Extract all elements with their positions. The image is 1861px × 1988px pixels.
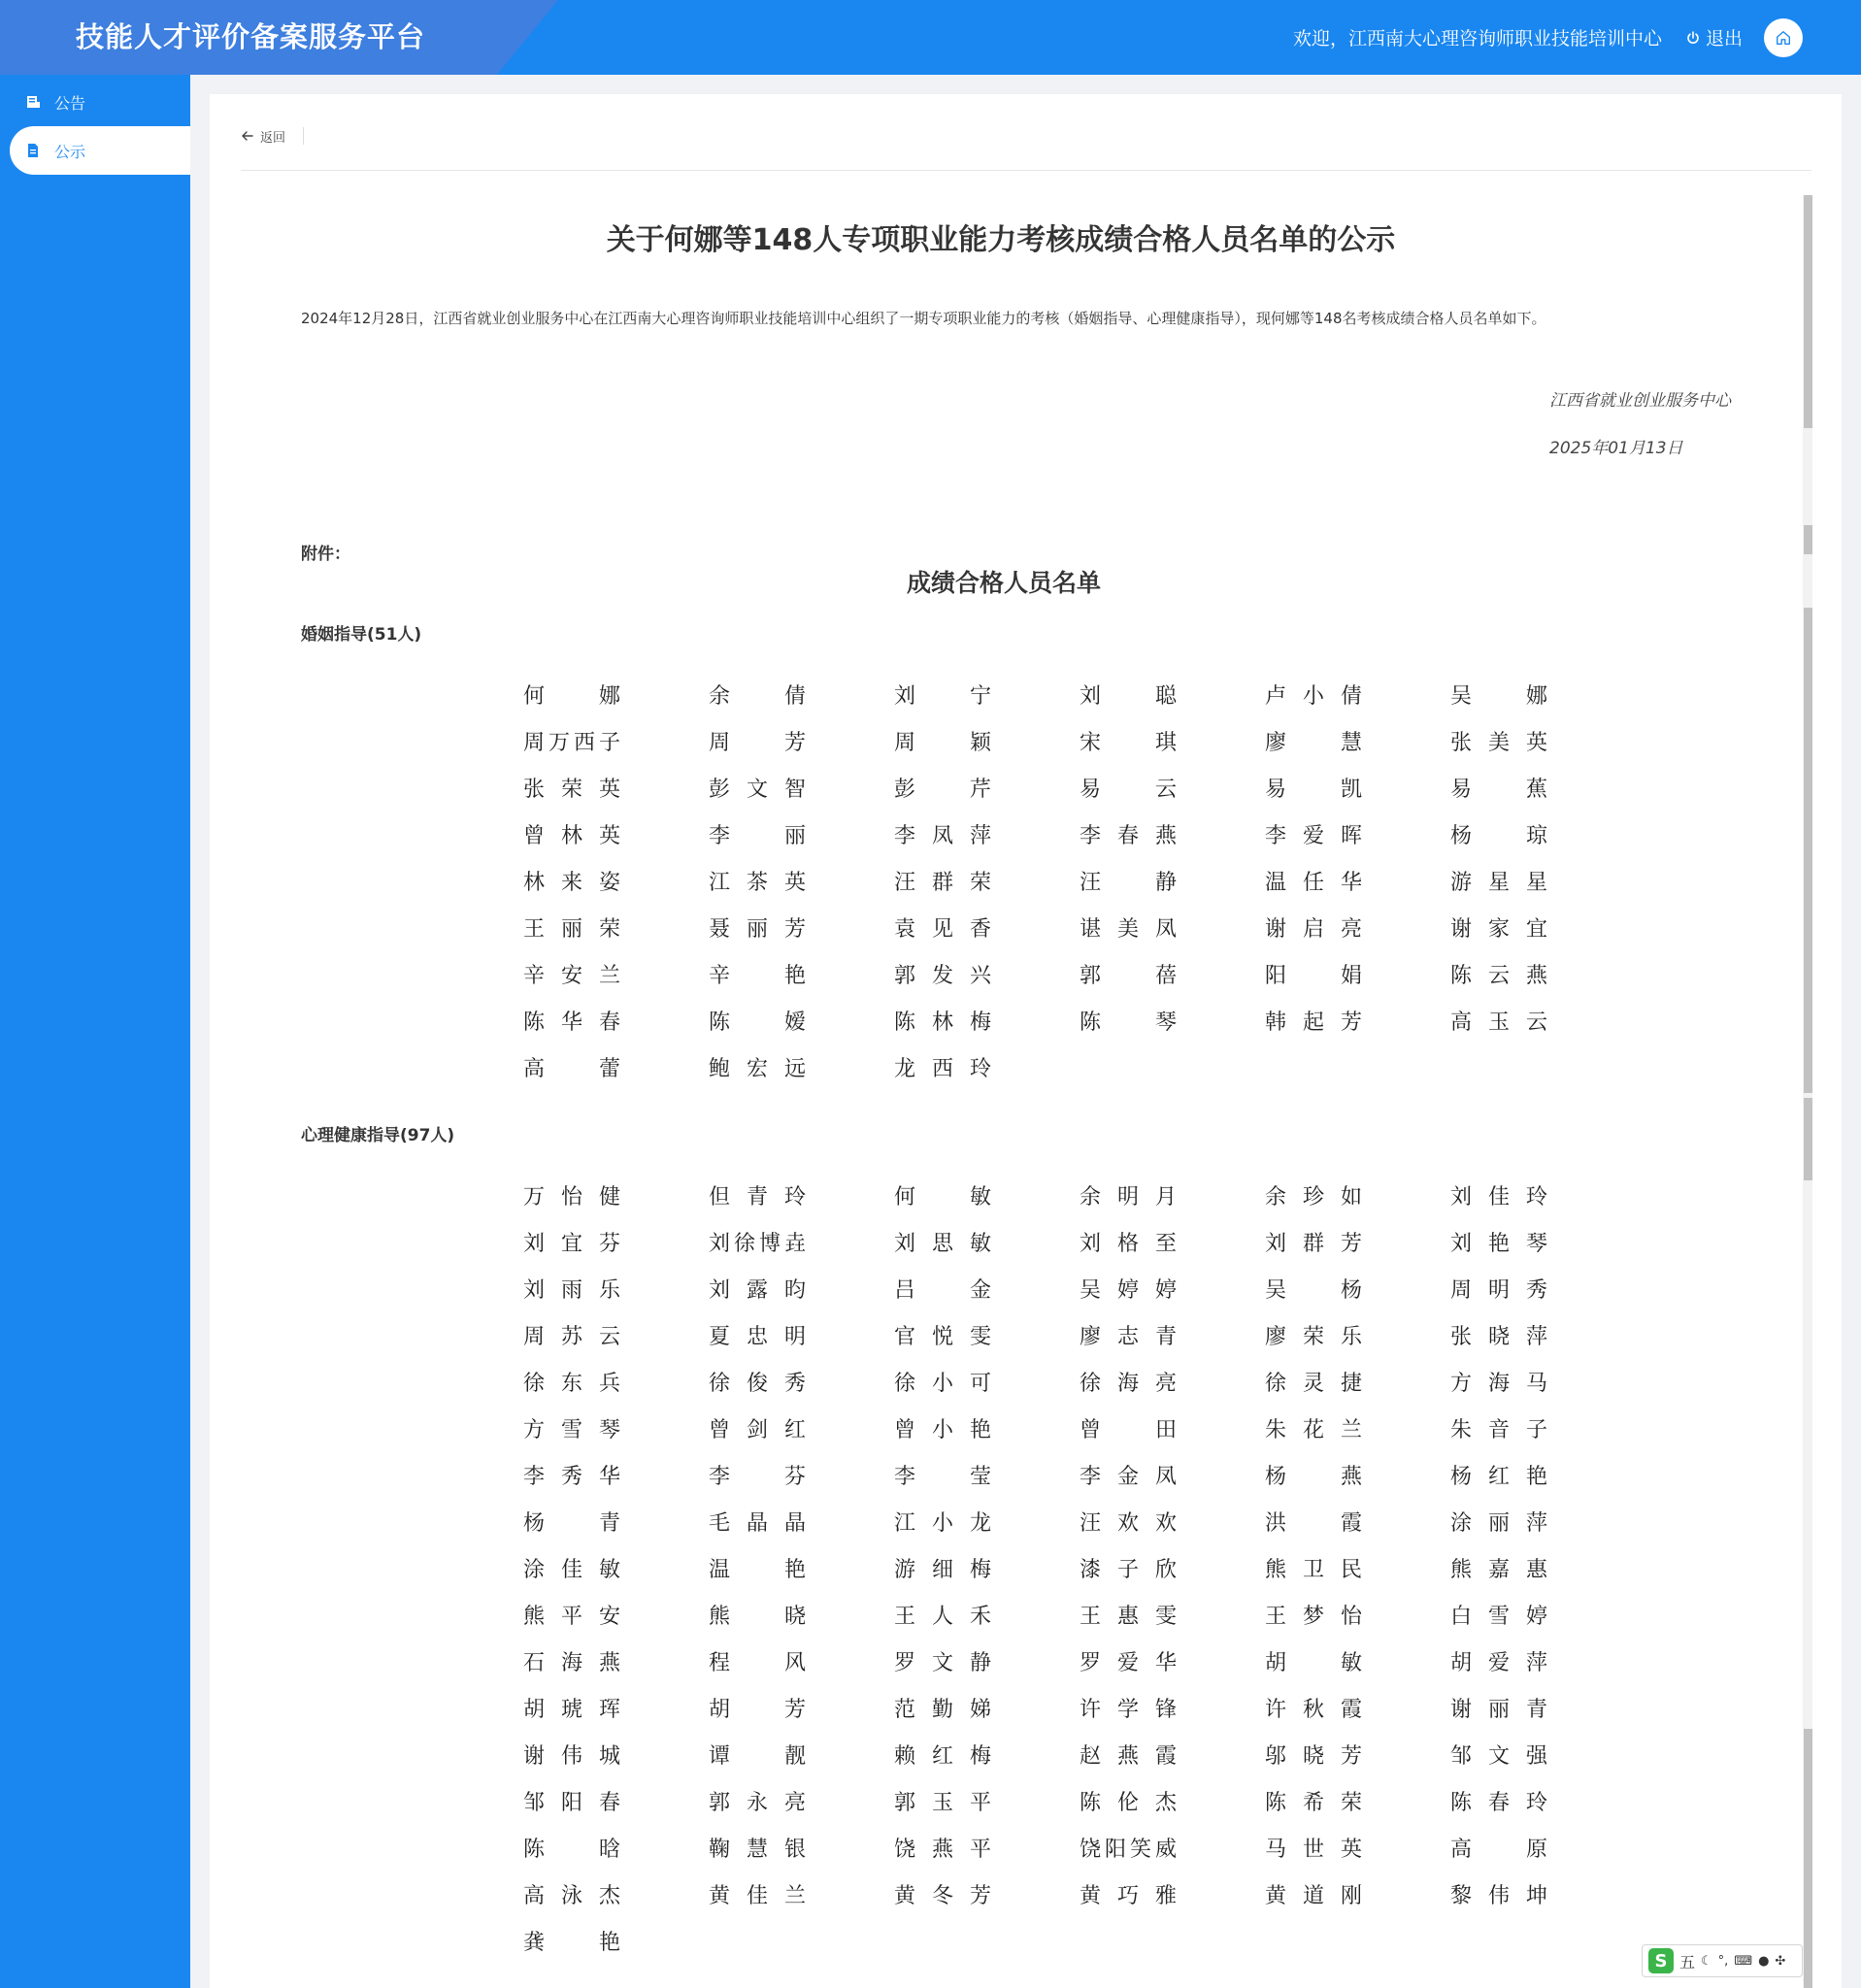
divider bbox=[241, 170, 1811, 171]
name-item: 周 苏 云 bbox=[523, 1324, 620, 1349]
header-user-area bbox=[1293, 0, 1803, 75]
back-label: 返回 bbox=[260, 130, 286, 146]
name-item: 李 爱 晖 bbox=[1265, 823, 1362, 848]
article-body: 2024年12月28日，江西省就业创业服务中心在江西南大心理咨询师职业技能培训中心组织了一期专项职业能力的考核（婚姻指导、心理健康指导），现何娜等148名考核成绩合格人员名单如下。 bbox=[301, 310, 1546, 327]
welcome-text: 欢迎，江西南大心理咨询师职业技能培训中心 bbox=[1292, 28, 1662, 50]
name-item: 赵 燕 霞 bbox=[1080, 1743, 1177, 1769]
name-item: 范 勤 娣 bbox=[894, 1697, 991, 1722]
name-item: 郭 发 兴 bbox=[894, 963, 991, 988]
name-item: 涂 佳 敏 bbox=[523, 1557, 620, 1582]
name-item: 李 秀 华 bbox=[523, 1464, 620, 1489]
name-item: 刘 宜 芬 bbox=[523, 1231, 620, 1256]
section-title-marriage: 婚姻指导(51人) bbox=[301, 625, 422, 645]
name-item: 刘 格 至 bbox=[1080, 1231, 1177, 1256]
name-item: 朱 音 子 bbox=[1450, 1417, 1547, 1442]
scrollbar-thumb[interactable] bbox=[1804, 1729, 1812, 1988]
name-item: 陈 琴 bbox=[1080, 1010, 1177, 1035]
name-item: 刘 艳 琴 bbox=[1450, 1231, 1547, 1256]
power-icon bbox=[1685, 30, 1701, 46]
name-item: 夏 忠 明 bbox=[709, 1324, 806, 1349]
sidebar-item-label: 公示 bbox=[54, 142, 86, 161]
apps-icon[interactable]: ✣ bbox=[1775, 1953, 1786, 1969]
name-item: 熊 卫 民 bbox=[1265, 1557, 1362, 1582]
section-title-mental-health: 心理健康指导(97人) bbox=[301, 1126, 455, 1145]
name-item: 黄 佳 兰 bbox=[709, 1883, 806, 1908]
name-item: 刘 群 芳 bbox=[1265, 1231, 1362, 1256]
name-item: 万 怡 健 bbox=[523, 1184, 620, 1209]
name-item: 张 晓 萍 bbox=[1450, 1324, 1547, 1349]
toolbar bbox=[241, 123, 304, 149]
name-item: 李 莹 bbox=[894, 1464, 991, 1489]
name-item: 彭 文 智 bbox=[709, 777, 806, 802]
name-item: 聂 丽 芳 bbox=[709, 916, 806, 942]
name-item: 刘 露 昀 bbox=[709, 1277, 806, 1303]
keyboard-icon[interactable]: ⌨ bbox=[1734, 1953, 1753, 1969]
name-item: 吴 杨 bbox=[1265, 1277, 1362, 1303]
notice-icon bbox=[25, 94, 41, 110]
name-item: 杨 琼 bbox=[1450, 823, 1547, 848]
name-item: 陈 华 春 bbox=[523, 1010, 620, 1035]
name-item: 胡 芳 bbox=[709, 1697, 806, 1722]
name-item: 袁 见 香 bbox=[894, 916, 991, 942]
name-item: 张 美 英 bbox=[1450, 730, 1547, 755]
name-item: 白 雪 婷 bbox=[1450, 1604, 1547, 1629]
toolbar-divider bbox=[303, 127, 304, 145]
name-item: 易 凯 bbox=[1265, 777, 1362, 802]
name-grid-mental-health bbox=[523, 1172, 1636, 1964]
name-item: 刘 徐 博 垚 bbox=[709, 1231, 806, 1256]
name-item: 黄 巧 雅 bbox=[1080, 1883, 1177, 1908]
name-item: 刘 聪 bbox=[1080, 683, 1177, 709]
name-item: 邬 晓 芳 bbox=[1265, 1743, 1362, 1769]
name-item: 徐 小 可 bbox=[894, 1371, 991, 1396]
scrollbar[interactable] bbox=[1803, 195, 1812, 1988]
name-item: 李 丽 bbox=[709, 823, 806, 848]
name-item: 郭 永 亮 bbox=[709, 1790, 806, 1815]
name-item: 谢 伟 城 bbox=[523, 1743, 620, 1769]
name-item: 王 梦 怡 bbox=[1265, 1604, 1362, 1629]
name-item: 余 倩 bbox=[709, 683, 806, 709]
name-item: 高 玉 云 bbox=[1450, 1010, 1547, 1035]
name-item: 杨 红 艳 bbox=[1450, 1464, 1547, 1489]
name-item: 谢 家 宜 bbox=[1450, 916, 1547, 942]
name-item: 彭 芹 bbox=[894, 777, 991, 802]
name-item: 龙 西 玲 bbox=[894, 1056, 991, 1081]
name-item: 韩 起 芳 bbox=[1265, 1010, 1362, 1035]
name-item: 方 海 马 bbox=[1450, 1371, 1547, 1396]
punctuation-icon[interactable]: °, bbox=[1717, 1953, 1729, 1969]
name-item: 陈 希 荣 bbox=[1265, 1790, 1362, 1815]
name-item: 谭 靓 bbox=[709, 1743, 806, 1769]
name-item: 陈 伦 杰 bbox=[1080, 1790, 1177, 1815]
name-item: 许 学 锋 bbox=[1080, 1697, 1177, 1722]
name-item: 徐 俊 秀 bbox=[709, 1371, 806, 1396]
name-item: 罗 爱 华 bbox=[1080, 1650, 1177, 1675]
name-item: 胡 敏 bbox=[1265, 1650, 1362, 1675]
name-item: 易 蕉 bbox=[1450, 777, 1547, 802]
name-item: 程 风 bbox=[709, 1650, 806, 1675]
name-item: 卢 小 倩 bbox=[1265, 683, 1362, 709]
name-item: 曾 小 艳 bbox=[894, 1417, 991, 1442]
name-item: 石 海 燕 bbox=[523, 1650, 620, 1675]
name-item: 曾 田 bbox=[1080, 1417, 1177, 1442]
name-item: 高 蕾 bbox=[523, 1056, 620, 1081]
name-item: 刘 雨 乐 bbox=[523, 1277, 620, 1303]
scrollbar-thumb[interactable] bbox=[1804, 1098, 1812, 1180]
name-item: 刘 思 敏 bbox=[894, 1231, 991, 1256]
name-item: 胡 爱 萍 bbox=[1450, 1650, 1547, 1675]
name-item: 龚 艳 bbox=[523, 1930, 620, 1955]
name-item: 鲍 宏 远 bbox=[709, 1056, 806, 1081]
name-item: 黄 道 刚 bbox=[1265, 1883, 1362, 1908]
name-item: 吴 娜 bbox=[1450, 683, 1547, 709]
name-item: 李 芬 bbox=[709, 1464, 806, 1489]
name-item: 朱 花 兰 bbox=[1265, 1417, 1362, 1442]
name-grid-marriage bbox=[523, 671, 1636, 1090]
name-item: 江 茶 英 bbox=[709, 870, 806, 895]
name-item: 谌 美 凤 bbox=[1080, 916, 1177, 942]
name-item: 官 悦 雯 bbox=[894, 1324, 991, 1349]
name-item: 何 敏 bbox=[894, 1184, 991, 1209]
name-item: 徐 东 兵 bbox=[523, 1371, 620, 1396]
name-item: 陈 春 玲 bbox=[1450, 1790, 1547, 1815]
name-item: 王 人 禾 bbox=[894, 1604, 991, 1629]
name-item: 熊 嘉 惠 bbox=[1450, 1557, 1547, 1582]
name-item: 江 小 龙 bbox=[894, 1510, 991, 1536]
name-item: 辛 安 兰 bbox=[523, 963, 620, 988]
name-item: 邹 文 强 bbox=[1450, 1743, 1547, 1769]
back-button[interactable] bbox=[241, 127, 285, 146]
article-title: 关于何娜等148人专项职业能力考核成绩合格人员名单的公示 bbox=[606, 223, 1396, 257]
name-item: 廖 荣 乐 bbox=[1265, 1324, 1362, 1349]
name-item: 谢 启 亮 bbox=[1265, 916, 1362, 942]
name-item: 何 娜 bbox=[523, 683, 620, 709]
name-item: 饶 阳 笑 威 bbox=[1080, 1837, 1177, 1862]
name-item: 温 任 华 bbox=[1265, 870, 1362, 895]
name-item: 刘 宁 bbox=[894, 683, 991, 709]
name-item: 熊 晓 bbox=[709, 1604, 806, 1629]
name-item: 吕 金 bbox=[894, 1277, 991, 1303]
sidebar-item-notice[interactable] bbox=[10, 78, 190, 126]
name-item: 辛 艳 bbox=[709, 963, 806, 988]
sidebar bbox=[0, 75, 190, 1988]
home-icon bbox=[1775, 29, 1792, 47]
name-item: 周 颖 bbox=[894, 730, 991, 755]
name-item: 周 万 西 子 bbox=[523, 730, 620, 755]
name-item: 汪 群 荣 bbox=[894, 870, 991, 895]
name-item: 熊 平 安 bbox=[523, 1604, 620, 1629]
name-item: 罗 文 静 bbox=[894, 1650, 991, 1675]
name-item: 温 艳 bbox=[709, 1557, 806, 1582]
name-item: 陈 林 梅 bbox=[894, 1010, 991, 1035]
name-item: 李 春 燕 bbox=[1080, 823, 1177, 848]
name-item: 黎 伟 坤 bbox=[1450, 1883, 1547, 1908]
home-button[interactable] bbox=[1764, 18, 1803, 57]
name-item: 陈 嫒 bbox=[709, 1010, 806, 1035]
name-item: 刘 佳 玲 bbox=[1450, 1184, 1547, 1209]
scrollbar-thumb[interactable] bbox=[1804, 608, 1812, 1093]
document-icon bbox=[25, 143, 41, 158]
name-item: 余 珍 如 bbox=[1265, 1184, 1362, 1209]
name-item: 易 云 bbox=[1080, 777, 1177, 802]
name-item: 饶 燕 平 bbox=[894, 1837, 991, 1862]
name-item: 陈 云 燕 bbox=[1450, 963, 1547, 988]
name-item: 洪 霞 bbox=[1265, 1510, 1362, 1536]
name-item: 游 细 梅 bbox=[894, 1557, 991, 1582]
ime-toolbar[interactable] bbox=[1642, 1944, 1803, 1977]
name-item: 阳 娟 bbox=[1265, 963, 1362, 988]
list-title: 成绩合格人员名单 bbox=[906, 569, 1101, 597]
name-item: 高 原 bbox=[1450, 1837, 1547, 1862]
top-header bbox=[0, 0, 1861, 75]
name-item: 高 泳 杰 bbox=[523, 1883, 620, 1908]
scrollbar-thumb[interactable] bbox=[1804, 525, 1812, 554]
name-item: 余 明 月 bbox=[1080, 1184, 1177, 1209]
name-item: 王 惠 雯 bbox=[1080, 1604, 1177, 1629]
name-item: 陈 晗 bbox=[523, 1837, 620, 1862]
platform-title: 技能人才评价备案服务平台 bbox=[76, 20, 426, 53]
name-item: 徐 灵 捷 bbox=[1265, 1371, 1362, 1396]
name-item: 鞠 慧 银 bbox=[709, 1837, 806, 1862]
name-item: 毛 晶 晶 bbox=[709, 1510, 806, 1536]
name-item: 林 来 姿 bbox=[523, 870, 620, 895]
name-item: 曾 剑 红 bbox=[709, 1417, 806, 1442]
logout-label: 退出 bbox=[1705, 28, 1743, 50]
name-item: 郭 蓓 bbox=[1080, 963, 1177, 988]
name-item: 邹 阳 春 bbox=[523, 1790, 620, 1815]
name-item: 方 雪 琴 bbox=[523, 1417, 620, 1442]
name-item: 廖 慧 bbox=[1265, 730, 1362, 755]
name-item: 徐 海 亮 bbox=[1080, 1371, 1177, 1396]
name-item: 周 明 秀 bbox=[1450, 1277, 1547, 1303]
name-item: 涂 丽 萍 bbox=[1450, 1510, 1547, 1536]
name-item: 曾 林 英 bbox=[523, 823, 620, 848]
sidebar-item-publicity[interactable] bbox=[10, 126, 190, 175]
name-item: 汪 欢 欢 bbox=[1080, 1510, 1177, 1536]
name-item: 许 秋 霞 bbox=[1265, 1697, 1362, 1722]
name-item: 张 荣 英 bbox=[523, 777, 620, 802]
ime-mode-label[interactable]: 五 bbox=[1679, 1952, 1696, 1971]
name-item: 黄 冬 芳 bbox=[894, 1883, 991, 1908]
name-item: 漆 子 欣 bbox=[1080, 1557, 1177, 1582]
content-card bbox=[210, 94, 1842, 1988]
attachment-label: 附件： bbox=[301, 545, 350, 564]
name-item: 游 星 星 bbox=[1450, 870, 1547, 895]
name-item: 李 金 凤 bbox=[1080, 1464, 1177, 1489]
arrow-left-icon bbox=[241, 129, 254, 143]
name-item: 廖 志 青 bbox=[1080, 1324, 1177, 1349]
name-item: 汪 静 bbox=[1080, 870, 1177, 895]
logout-button[interactable] bbox=[1685, 24, 1743, 50]
sidebar-item-label: 公告 bbox=[54, 93, 86, 113]
name-item: 杨 燕 bbox=[1265, 1464, 1362, 1489]
moon-icon[interactable]: ☾ bbox=[1701, 1953, 1712, 1969]
name-item: 宋 琪 bbox=[1080, 730, 1177, 755]
name-item: 杨 青 bbox=[523, 1510, 620, 1536]
article-organization: 江西省就业创业服务中心 bbox=[1549, 391, 1731, 411]
name-item: 李 凤 萍 bbox=[894, 823, 991, 848]
article-date: 2025年01月13日 bbox=[1549, 439, 1683, 458]
name-item: 马 世 英 bbox=[1265, 1837, 1362, 1862]
name-item: 谢 丽 青 bbox=[1450, 1697, 1547, 1722]
scrollbar-thumb[interactable] bbox=[1804, 195, 1812, 428]
name-item: 赖 红 梅 bbox=[894, 1743, 991, 1769]
name-item: 吴 婷 婷 bbox=[1080, 1277, 1177, 1303]
name-item: 但 青 玲 bbox=[709, 1184, 806, 1209]
user-icon[interactable]: ● bbox=[1758, 1953, 1770, 1969]
name-item: 周 芳 bbox=[709, 730, 806, 755]
name-item: 郭 玉 平 bbox=[894, 1790, 991, 1815]
sogou-logo-icon[interactable]: S bbox=[1648, 1948, 1674, 1973]
name-item: 胡 琥 珲 bbox=[523, 1697, 620, 1722]
name-item: 王 丽 荣 bbox=[523, 916, 620, 942]
